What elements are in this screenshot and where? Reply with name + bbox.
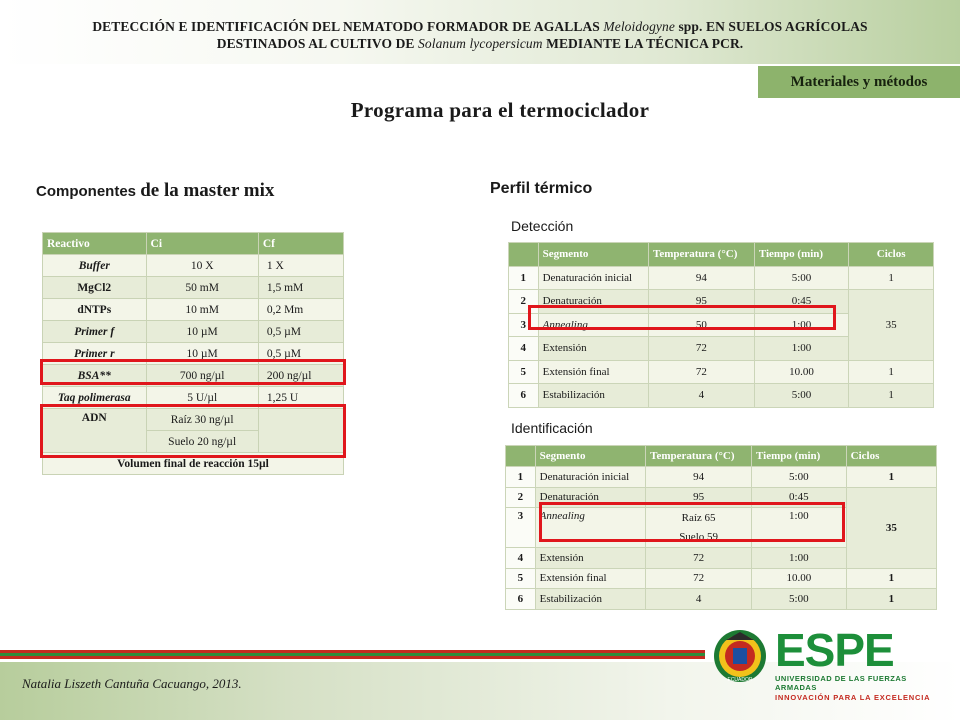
table-cell: 1,5 mM <box>258 277 343 299</box>
table-cell: 4 <box>646 589 752 610</box>
table-cell: 1 <box>506 467 536 488</box>
column-header: Reactivo <box>43 233 147 255</box>
table-cell: 1 <box>846 568 936 589</box>
table-cell: Extensión final <box>535 568 646 589</box>
table-cell: 10.00 <box>754 360 848 384</box>
table-cell: 72 <box>649 337 755 361</box>
table-cell: 72 <box>646 548 752 569</box>
table-cell: Primer f <box>43 321 147 343</box>
table-row <box>509 360 934 384</box>
title-part: DETECCIÓN E IDENTIFICACIÓN DEL NEMATODO FORMADOR DE AGALLAS <box>92 19 604 34</box>
table-row <box>43 255 344 277</box>
table-cell: Suelo 59 <box>646 528 752 548</box>
table-cell: Extensión final <box>538 360 648 384</box>
table-cell: 95 <box>646 487 752 508</box>
table-cell: Raíz 65 <box>646 508 752 528</box>
table-cell: Suelo 20 ng/µl <box>146 431 258 453</box>
table-cell: Volumen final de reacción 15µl <box>43 453 344 475</box>
university-seal-icon <box>712 628 768 684</box>
table-cell: Extensión <box>538 337 648 361</box>
column-header: Tiempo (min) <box>754 243 848 267</box>
table-cell: 10 mM <box>146 299 258 321</box>
table-cell: 1:00 <box>754 337 848 361</box>
footer-author: Natalia Liszeth Cantuña Cacuango, 2013. <box>22 676 242 691</box>
table-cell: Denaturación inicial <box>538 266 648 290</box>
table-row <box>43 321 344 343</box>
column-header: Ciclos <box>846 446 936 467</box>
detection-caption: Detección <box>511 218 574 234</box>
table-cell: Denaturación <box>538 290 648 314</box>
table-cell: 1 <box>509 266 539 290</box>
table-cell: BSA** <box>43 365 147 387</box>
table-cell: 200 ng/µl <box>258 365 343 387</box>
heading-part: Componentes <box>36 183 141 200</box>
table-cell: Estabilización <box>538 384 648 408</box>
table-cell: 1 <box>849 384 934 408</box>
table-cell: Denaturación <box>535 487 646 508</box>
table-cell: 0,5 µM <box>258 321 343 343</box>
table-cell: 5:00 <box>754 266 848 290</box>
table-cell: 0:45 <box>754 290 848 314</box>
seal-caption: ECUADOR <box>727 677 753 683</box>
table-cell: Annealing <box>535 508 646 548</box>
thermal-profile-heading: Perfil térmico <box>490 180 593 197</box>
table-cell: 5 U/µl <box>146 387 258 409</box>
table-cell: 6 <box>509 384 539 408</box>
table-cell: 35 <box>849 290 934 361</box>
column-header: Ci <box>146 233 258 255</box>
title-part: MEDIANTE LA TÉCNICA PCR. <box>542 36 744 51</box>
table-row <box>509 384 934 408</box>
table-cell: 50 <box>649 313 755 337</box>
table-cell: 0,2 Mm <box>258 299 343 321</box>
table-cell: dNTPs <box>43 299 147 321</box>
column-header <box>506 446 536 467</box>
espe-logo <box>775 626 943 702</box>
table-cell: 1 <box>849 360 934 384</box>
table-cell: Extensión <box>535 548 646 569</box>
table-cell: 1:00 <box>752 508 847 548</box>
table-cell: 4 <box>649 384 755 408</box>
table-cell: 10 µM <box>146 343 258 365</box>
header-title <box>20 18 940 52</box>
table-cell: 35 <box>846 487 936 568</box>
table-cell: 4 <box>506 548 536 569</box>
table-cell: 700 ng/µl <box>146 365 258 387</box>
table-cell: 4 <box>509 337 539 361</box>
column-header: Temperatura (°C) <box>649 243 755 267</box>
table-cell: 50 mM <box>146 277 258 299</box>
table-cell: 1 <box>846 589 936 610</box>
table-cell: 3 <box>506 508 536 548</box>
table-row <box>43 299 344 321</box>
table-row <box>506 467 937 488</box>
table-cell: 2 <box>506 487 536 508</box>
table-cell: 1,25 U <box>258 387 343 409</box>
title-part: DESTINADOS AL CULTIVO DE <box>216 36 419 51</box>
highlight-box <box>528 305 836 330</box>
table-row <box>506 568 937 589</box>
column-header: Tiempo (min) <box>752 446 847 467</box>
table-cell: 0:45 <box>752 487 847 508</box>
table-cell: Raíz 30 ng/µl <box>146 409 258 431</box>
table-cell: 95 <box>649 290 755 314</box>
table-row <box>506 589 937 610</box>
table-cell: MgCl2 <box>43 277 147 299</box>
table-cell: 5:00 <box>754 384 848 408</box>
column-header: Cf <box>258 233 343 255</box>
highlight-box <box>40 359 346 385</box>
title-species: Solanum lycopersicum <box>418 36 543 51</box>
table-cell: Estabilización <box>535 589 646 610</box>
table-cell: 72 <box>646 568 752 589</box>
column-header <box>509 243 539 267</box>
column-header: Temperatura (°C) <box>646 446 752 467</box>
table-cell: 5 <box>506 568 536 589</box>
table-cell: 94 <box>646 467 752 488</box>
highlight-box <box>539 502 845 542</box>
title-genus: Meloidogyne <box>603 19 675 34</box>
table-cell: 10 µM <box>146 321 258 343</box>
table-cell: Taq polimerasa <box>43 387 147 409</box>
table-cell: 1 <box>849 266 934 290</box>
table-cell: 5:00 <box>752 589 847 610</box>
table-cell: 6 <box>506 589 536 610</box>
table-row <box>509 266 934 290</box>
table-cell: 3 <box>509 313 539 337</box>
table-cell: 1:00 <box>752 548 847 569</box>
table-cell: Annealing <box>538 313 648 337</box>
table-cell: Denaturación inicial <box>535 467 646 488</box>
table-cell: 10 X <box>146 255 258 277</box>
table-cell: 1:00 <box>754 313 848 337</box>
column-header: Ciclos <box>849 243 934 267</box>
logo-brand: ESPE <box>775 624 894 676</box>
table-cell: 72 <box>649 360 755 384</box>
table-cell: 2 <box>509 290 539 314</box>
identification-caption: Identificación <box>511 420 593 436</box>
section-tab: Materiales y métodos <box>758 66 960 98</box>
table-cell: 5:00 <box>752 467 847 488</box>
table-row <box>43 277 344 299</box>
table-cell: Buffer <box>43 255 147 277</box>
master-mix-heading <box>36 180 274 202</box>
heading-part: de la master mix <box>140 180 275 201</box>
page-title: Programa para el termociclador <box>350 98 650 122</box>
table-cell: 94 <box>649 266 755 290</box>
table-cell: 1 X <box>258 255 343 277</box>
footer-stripe <box>0 650 705 662</box>
table-cell: ADN <box>43 409 147 453</box>
table-cell: 10.00 <box>752 568 847 589</box>
logo-subtitle: UNIVERSIDAD DE LAS FUERZAS ARMADAS <box>775 674 907 692</box>
column-header: Segmento <box>538 243 648 267</box>
column-header: Segmento <box>535 446 646 467</box>
table-cell: 0,5 µM <box>258 343 343 365</box>
title-part: spp. EN SUELOS AGRÍCOLAS <box>674 19 868 34</box>
table-cell: 5 <box>509 360 539 384</box>
table-cell: Primer r <box>43 343 147 365</box>
highlight-box <box>40 404 346 458</box>
table-cell: 1 <box>846 467 936 488</box>
logo-tagline: INNOVACIÓN PARA LA EXCELENCIA <box>775 693 931 702</box>
